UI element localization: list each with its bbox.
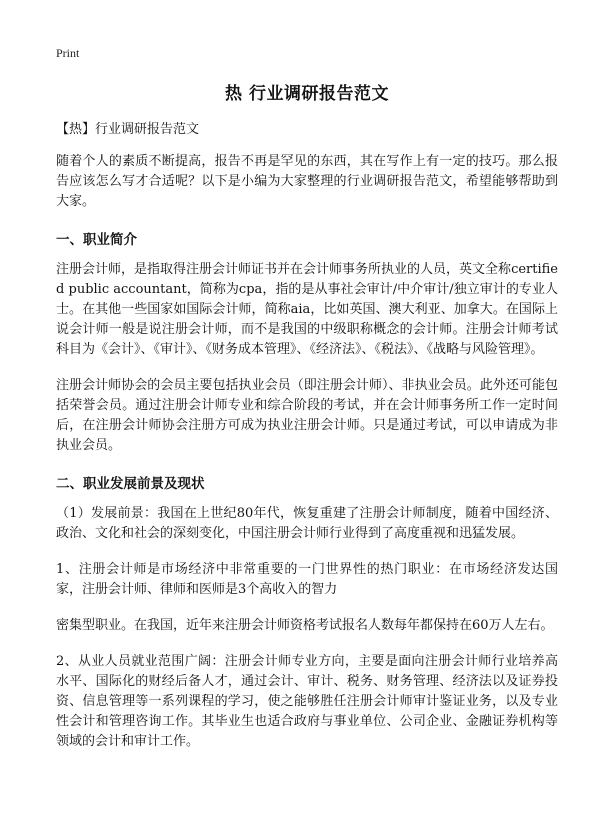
intro-paragraph: 随着个人的素质不断提高，报告不再是罕见的东西，其在写作上有一定的技巧。那么报告应该怎么写才合适呢？以下是小编为大家整理的行业调研报告范文，希望能够帮助到大家。 — [56, 154, 558, 209]
section2-paragraph-2: 1、注册会计师是市场经济中非常重要的一门世界性的热门职业：在市场经济发达国家，注册会计师、律师和医师是3个高收入的智力 — [56, 562, 558, 597]
page-title: 热 行业调研报告范文 — [225, 84, 389, 104]
section2-paragraph-1: （1）发展前景：我国在上世纪80年代，恢复重建了注册会计师制度，随着中国经济、政治、文化和社会的深刻变化，中国注册会计师行业得到了高度重视和迅猛发展。 — [56, 506, 558, 541]
section-heading-career-intro: 一、职业简介 — [56, 232, 137, 248]
print-label: Print — [56, 46, 80, 60]
section1-paragraph-2: 注册会计师协会的会员主要包括执业会员（即注册会计师）、非执业会员。此外还可能包括荣誉会员。通过注册会计师专业和综合阶段的考试，并在会计师事务所工作一定时间后，在注册会计师协会注册方可成为执业注册会计师。只是通过考试，可以申请成为非执业会员。 — [56, 378, 558, 453]
section-heading-career-outlook: 二、职业发展前景及现状 — [56, 476, 205, 492]
document-subtitle: 【热】行业调研报告范文 — [56, 122, 200, 137]
section1-paragraph-1: 注册会计师，是指取得注册会计师证书并在会计师事务所执业的人员，英文全称certified public accountant，简称为cpa，指的是从事社会审计/中介审计/独立审计的专业人士。在其他一些国家如国际会计师，简称aia，比如英国、澳大利亚、加拿大。在国际上说会计师一般是说注册会计师，而不是我国的中级职称概念的会计师。注册会计师考试科目为《会计》、《审计》、《财务成本管理》、《经济法》、《税法》、《战略与风险管理》。 — [56, 262, 558, 357]
section2-paragraph-3: 密集型职业。在我国，近年来注册会计师资格考试报名人数每年都保持在60万人左右。 — [56, 618, 554, 633]
section2-paragraph-4: 2、从业人员就业范围广阔：注册会计师专业方向，主要是面向注册会计师行业培养高水平、国际化的财经后备人才，通过会计、审计、税务、财务管理、经济法以及证券投资、信息管理等一系列课程的学习，使之能够胜任注册会计师审计鉴证业务，以及专业性会计和管理咨询工作。其毕业生也适合政府与事业单位、公司企业、金融证券机构等领域的会计和审计工作。 — [56, 654, 558, 749]
